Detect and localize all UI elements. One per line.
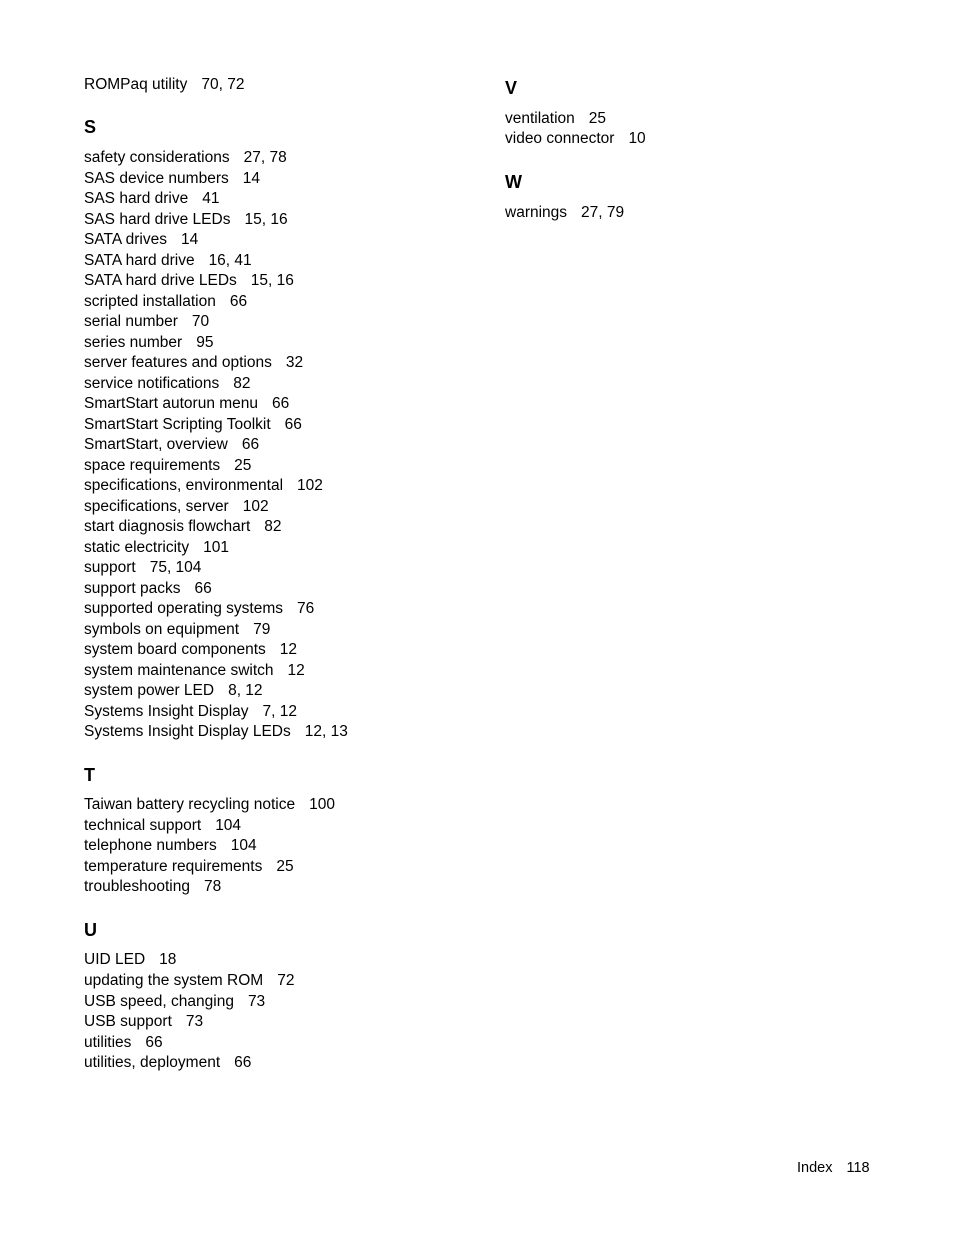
page-number: 118 — [846, 1160, 870, 1176]
index-entry: serial number 70 — [84, 313, 210, 330]
index-entry: SAS hard drive 41 — [84, 190, 220, 207]
index-entry: warnings 27, 79 — [505, 204, 625, 221]
index-entry: SmartStart Scripting Toolkit 66 — [84, 416, 302, 433]
index-entry: temperature requirements 25 — [84, 858, 294, 875]
index-entry: static electricity 101 — [84, 539, 229, 556]
section-heading-s: S — [84, 117, 97, 137]
index-entry: UID LED 18 — [84, 951, 177, 968]
index-entry: service notifications 82 — [84, 375, 251, 392]
index-entry: SAS hard drive LEDs 15, 16 — [84, 211, 288, 228]
index-entry: USB speed, changing 73 — [84, 993, 266, 1010]
index-entry: Systems Insight Display LEDs 12, 13 — [84, 723, 348, 740]
index-entry: ROMPaq utility 70, 72 — [84, 76, 245, 93]
index-entry: support 75, 104 — [84, 559, 202, 576]
index-entry: specifications, server 102 — [84, 498, 269, 515]
index-entry: series number 95 — [84, 334, 214, 351]
page-footer — [797, 1158, 870, 1178]
index-entry: system board components 12 — [84, 641, 298, 658]
index-entry: Systems Insight Display 7, 12 — [84, 703, 298, 720]
section-heading-v: V — [505, 78, 518, 98]
index-entry: updating the system ROM 72 — [84, 972, 295, 989]
index-entry: specifications, environmental 102 — [84, 477, 323, 494]
index-entry: SmartStart autorun menu 66 — [84, 395, 290, 412]
footer-label: Index — [797, 1160, 833, 1176]
index-entry: USB support 73 — [84, 1013, 204, 1030]
index-entry: technical support 104 — [84, 817, 242, 834]
index-entry: space requirements 25 — [84, 457, 252, 474]
index-entry: video connector 10 — [505, 130, 646, 147]
index-entry: supported operating systems 76 — [84, 600, 315, 617]
index-entry: SmartStart, overview 66 — [84, 436, 260, 453]
index-entry: SATA drives 14 — [84, 231, 199, 248]
index-entry: system maintenance switch 12 — [84, 662, 305, 679]
index-entry: utilities, deployment 66 — [84, 1054, 252, 1071]
index-entry: troubleshooting 78 — [84, 878, 222, 895]
section-heading-t: T — [84, 765, 95, 785]
index-entry: server features and options 32 — [84, 354, 304, 371]
index-entry: SAS device numbers 14 — [84, 170, 260, 187]
index-entry: Taiwan battery recycling notice 100 — [84, 796, 335, 813]
section-heading-w: W — [505, 172, 522, 192]
index-entry: utilities 66 — [84, 1034, 163, 1051]
index-entry: ventilation 25 — [505, 110, 607, 127]
index-entry: safety considerations 27, 78 — [84, 149, 287, 166]
index-entry: scripted installation 66 — [84, 293, 248, 310]
index-entry: symbols on equipment 79 — [84, 621, 271, 638]
section-heading-u: U — [84, 920, 97, 940]
index-entry: SATA hard drive 16, 41 — [84, 252, 252, 269]
index-entry: SATA hard drive LEDs 15, 16 — [84, 272, 294, 289]
index-entry: telephone numbers 104 — [84, 837, 257, 854]
index-entry: system power LED 8, 12 — [84, 682, 263, 699]
index-entry: start diagnosis flowchart 82 — [84, 518, 282, 535]
index-entry: support packs 66 — [84, 580, 212, 597]
